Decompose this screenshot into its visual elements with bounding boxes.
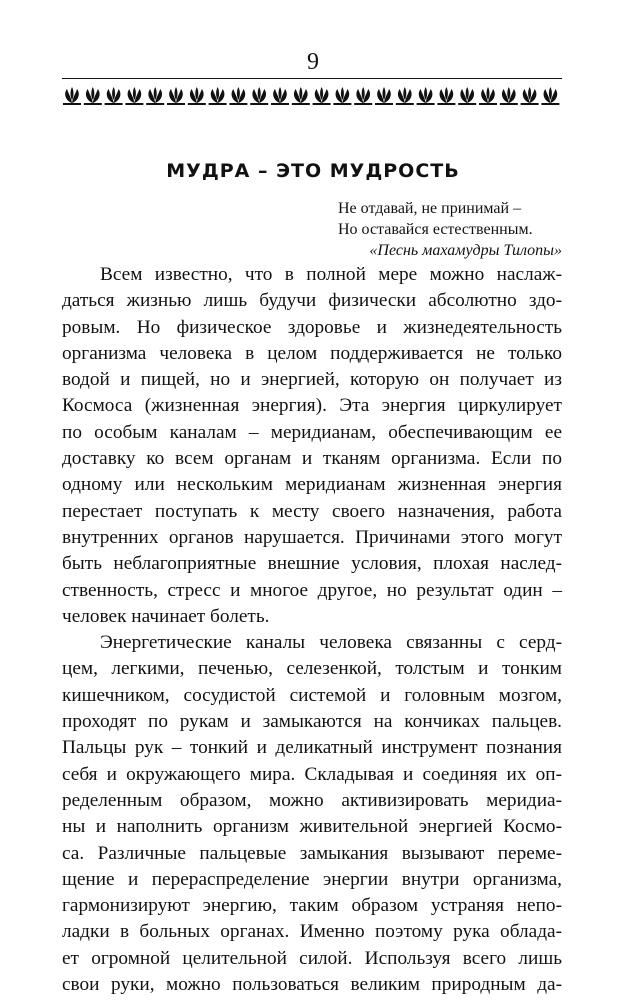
text-line: ровым. Но физическое здоровье и жизнедеятельность	[62, 316, 562, 338]
epigraph-source: «Песнь махамудры Тилопы»	[369, 242, 562, 259]
text-line: ственность, стресс и многое другое, но результат один –	[62, 579, 562, 601]
text-line: ет огромной целительной силой. Используя всего лишь	[62, 947, 562, 969]
text-line: ределенным образом, можно активизировать меридиа-	[62, 789, 562, 811]
epigraph-line: Не отдавай, не принимай –	[338, 200, 522, 217]
chapter-title: МУДРА – ЭТО МУДРОСТЬ	[166, 160, 460, 182]
text-line: ны и наполнить организм живительной энергией Космо-	[62, 816, 562, 838]
text-line: себя и окружающего мира. Складывая и соединяя их оп-	[62, 763, 562, 785]
text-line: Энергетические каналы человека связанны с серд-	[100, 632, 562, 654]
ornament-border	[62, 86, 562, 106]
text-line: ладки в больных органах. Именно поэтому рука облада-	[62, 921, 562, 943]
header-rule	[62, 78, 562, 79]
text-line: водой и пищей, но и энергией, которую он получает из	[62, 369, 562, 391]
text-line: Пальцы рук – тонкий и деликатный инструмент познания	[62, 737, 562, 759]
text-line: перестает поступать к месту своего назначения, работа	[62, 500, 562, 522]
body-text	[62, 262, 562, 998]
text-line: быть неблагоприятные внешние условия, плохая наслед-	[62, 553, 562, 575]
text-line: даться жизнью лишь будучи физически абсолютно здо-	[62, 290, 562, 312]
text-line: свои руки, можно пользоваться великим природным да-	[62, 974, 562, 996]
text-line: са. Различные пальцевые замыкания вызывают переме-	[62, 842, 562, 864]
text-line: Всем известно, что в полной мере можно наслаж-	[100, 264, 562, 285]
text-line: Космоса (жизненная энергия). Эта энергия циркулирует	[62, 395, 562, 417]
text-line: внутренних органов нарушается. Причинами этого могут	[62, 526, 562, 548]
text-line: гармонизируют энергию, таким образом устраняя непо-	[62, 895, 562, 917]
text-line: щение и перераспределение энергии внутри организма,	[62, 868, 562, 890]
text-line: по особым каналам – меридианам, обеспечивающим ее	[62, 421, 562, 443]
text-line: одному или нескольким меридианам жизненная энергия	[62, 474, 562, 496]
page-number: 9	[307, 49, 319, 75]
text-line: человек начинает болеть.	[62, 605, 270, 627]
text-line: кишечником, сосудистой системой и головным мозгом,	[62, 684, 562, 706]
text-line: организма человека в целом поддерживается не только	[62, 342, 562, 364]
paragraph-1	[62, 262, 562, 630]
text-line: проходят по рукам и замыкаются на кончиках пальцев.	[62, 711, 562, 733]
paragraph-2	[62, 630, 562, 998]
text-line: цем, легкими, печенью, селезенкой, толстым и тонким	[62, 658, 562, 680]
epigraph	[338, 198, 568, 261]
text-line: доставку ко всем органам и тканям организма. Если по	[62, 448, 562, 470]
epigraph-line: Но оставайся естественным.	[338, 221, 533, 238]
